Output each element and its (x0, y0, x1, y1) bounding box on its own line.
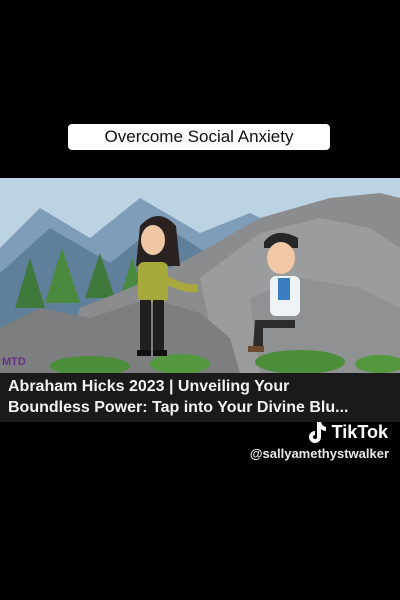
tiktok-brand-text: TikTok (331, 421, 388, 442)
video-frame[interactable] (0, 178, 400, 373)
tiktok-logo (304, 420, 388, 444)
caption-line-2: Boundless Power: Tap into Your Divine Blu... (8, 399, 349, 416)
video-caption (0, 373, 400, 422)
video-title-label: Overcome Social Anxiety (68, 124, 330, 150)
caption-line-1: Abraham Hicks 2023 | Unveiling Your (8, 378, 290, 395)
video-watermark: MTD (2, 356, 26, 368)
cartoon-scene (0, 178, 400, 373)
creator-handle[interactable]: @sallyamethystwalker (249, 446, 389, 461)
tiktok-note-icon (304, 420, 326, 444)
